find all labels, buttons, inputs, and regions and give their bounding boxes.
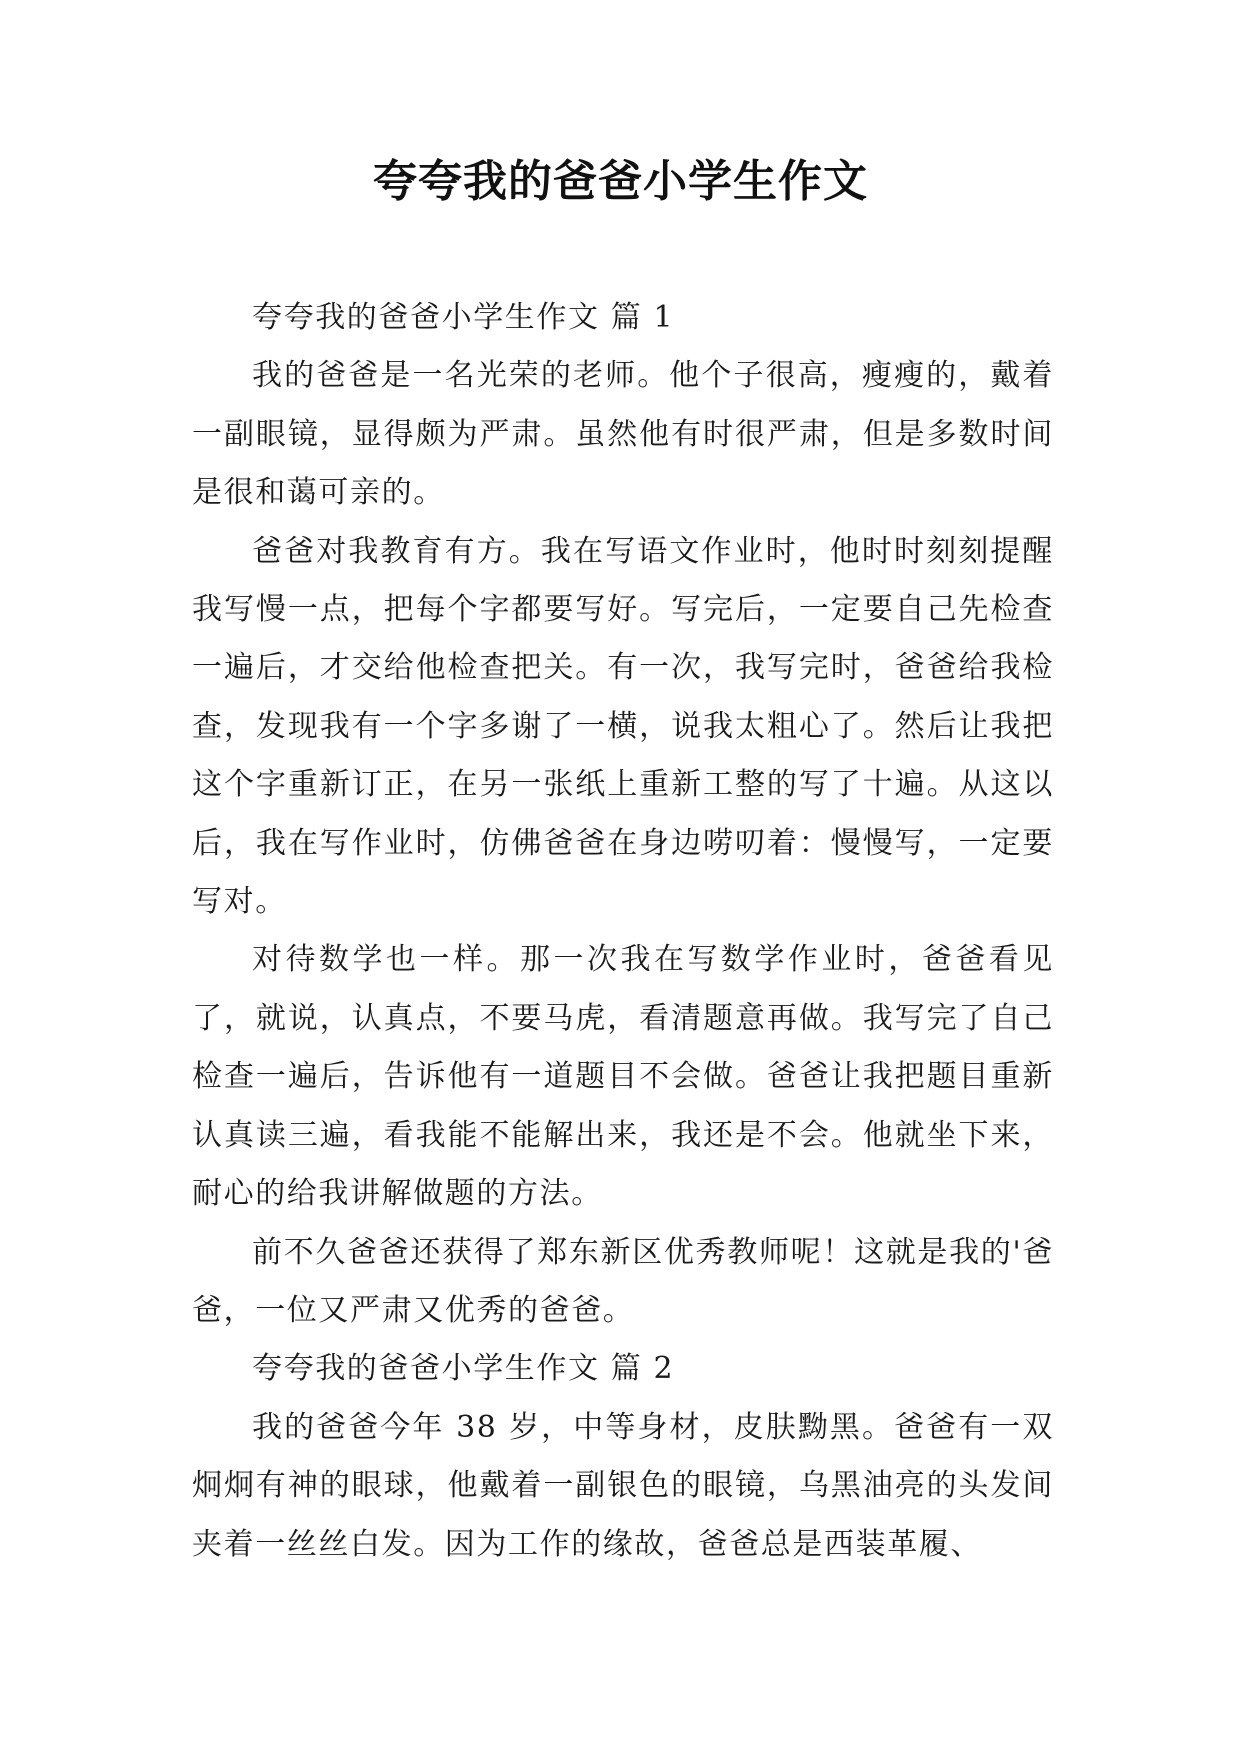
section-heading: 夸夸我的爸爸小学生作文 篇 1 [252,300,675,335]
paragraph: 爸爸对我教育有方。我在写语文作业时，他时时刻刻提醒我写慢一点，把每个字都要写好。写完后，一定要自己先检查一遍后，才交给他检查把关。有一次，我写完时，爸爸给我检查，发现我有一个字多谢了一横，说我太粗心了。然后让我把这个字重新订正，在另一张纸上重新工整的写了十遍。从这以后，我在写作业时，仿佛爸爸在身边唠叨着：慢慢写，一定要写对。 [192,533,1054,920]
document-body [192,289,1054,1574]
paragraph: 对待数学也一样。那一次我在写数学作业时，爸爸看见了，就说，认真点，不要马虎，看清题意再做。我写完了自己检查一遍后，告诉他有一道题目不会做。爸爸让我把题目重新认真读三遍，看我能不能解出来，我还是不会。他就坐下来，耐心的给我讲解做题的方法。 [192,942,1054,1212]
section-heading: 夸夸我的爸爸小学生作文 篇 2 [252,1351,675,1387]
paragraph: 前不久爸爸还获得了郑东新区优秀教师呢！这就是我的'爸爸，一位又严肃又优秀的爸爸。 [192,1234,1054,1328]
paragraph: 我的爸爸今年 38 岁，中等身材，皮肤黝黑。爸爸有一双炯炯有神的眼球，他戴着一副银色的眼镜，乌黑油亮的头发间夹着一丝丝白发。因为工作的缘故，爸爸总是西装革履、 [192,1409,1054,1562]
paragraph: 我的爸爸是一名光荣的老师。他个子很高，瘦瘦的，戴着一副眼镜，显得颇为严肃。虽然他有时很严肃，但是多数时间是很和蔼可亲的。 [192,358,1054,511]
document-title: 夸夸我的爸爸小学生作文 [373,156,868,207]
